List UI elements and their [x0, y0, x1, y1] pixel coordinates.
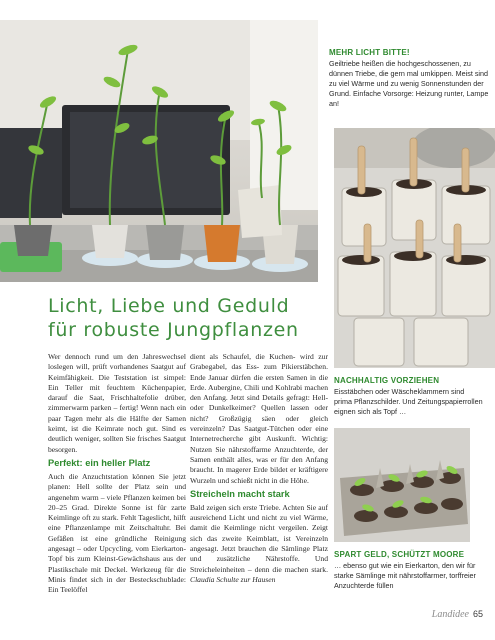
headline-line-1: Licht, Liebe und Geduld	[48, 295, 290, 317]
egg-carton-photo	[334, 428, 470, 542]
article-paragraph: dient als Schaufel, die Kuchen- wird zur Grabegabel, das Ess- zum Pikierstäbchen. Ende Januar dürfen die ersten Samen in die Erde. Aubergine, Chili und Kohlrabi machen den Anfang. Jetzt sind Details gefragt: Hell- oder Dunkelkeimer? Quellen lassen oder nicht? Großzügig säen oder gleich vereinzeln? Das Saatgut-Tütchen oder eine Internetrecherche gibt Auskunft. Wichtig: Nutzen Sie nährstoffarme Anzuchterde, der Samen enthält alles, was er für den Anfang braucht. In magerer Erde bildet er kräftigere Wurzeln und schießt nicht in die Höhe.	[190, 352, 328, 485]
author-byline: Claudia Schulte zur Hausen	[190, 574, 276, 584]
article-paragraph: Wer dennoch rund um den Jahreswechsel loslegen will, prüft vorhandenes Saatgut auf Keimfähigkeit. Die Teststation ist simpel: Ein Teller mit feuchtem Küchenpapier, darauf die Saat, Frischhaltefolie drüber, zimmerwarm parken – fertig! Wenn nach ein paar Tagen mehr als die Hälfte der Samen keimt, ist die Keimrate noch gut. Sind es deutlich weniger, sollten Sie frisches Saatgut besorgen.	[48, 352, 186, 454]
article-subhead: Perfekt: ein heller Platz	[48, 457, 151, 468]
egg-carton-illustration	[334, 428, 470, 542]
sidebar-sustainable-tip	[334, 375, 484, 417]
article-column-1	[48, 352, 186, 596]
magazine-name: Landidee	[431, 609, 469, 620]
article-headline	[48, 294, 338, 342]
article-paragraph-text: Bald zeigen sich erste Triebe. Achten Sie auf ausreichend Licht und nicht zu viel Wärme, damit die Keimlinge nicht vergeilen. Zeigt sich das zweite Keimblatt, ist Vereinzeln angesagt. Jetzt brauchen die Sämlinge Platz und zusätzliche Nährstoffe. Und Streicheleinheiten – denn die machen stark.	[190, 502, 328, 574]
newspaper-pots-illustration	[334, 128, 495, 368]
article-column-2	[190, 352, 328, 585]
sidebar-sustainable-text: Eisstäbchen oder Wäscheklammern sind prima Pflanzschilder. Und Zeitungspapierrollen eignen sich als Topf …	[334, 387, 483, 416]
article-subhead: Streicheln macht stark	[190, 488, 290, 499]
sidebar-moor-tip	[334, 549, 490, 591]
sidebar-light-text: Geiltriebe heißen die hochgeschossenen, zu dünnen Triebe, die gern mal umkippen. Meist sind zu viel Wärme und zu wenig Sonnenstunden der Grund. Einfache Vorsorge: Heizung runter, Lampe an!	[329, 59, 489, 108]
article-paragraph	[190, 503, 328, 585]
newspaper-pots-photo	[334, 128, 495, 368]
sidebar-light-tip	[329, 47, 489, 109]
page-footer	[432, 609, 483, 620]
sidebar-moor-title: SPART GELD, SCHÜTZT MOORE	[334, 550, 465, 559]
article-paragraph: Auch die Anzuchtstation können Sie jetzt planen: Hell sollte der Platz sein und angenehm warm – viele Pflanzen keimen bei 20–25 Grad. Direkte Sonne ist für zarte Keimlinge oft zu stark. Fehlt Tageslicht, hilft eine Pflanzenlampe mit Zeitschaltuhr. Bei Gefäßen ist eine gründliche Reinigung angesagt – oder Upcycling, vom Eierkarton-Topf bis zum Kleinst-Gewächshaus aus der Plastikschale mit Deckel. Werkzeug für die Minis findet sich in der Besteckschublade: Ein Teelöffel	[48, 471, 186, 595]
seedlings-illustration	[0, 20, 318, 282]
sidebar-light-title: MEHR LICHT BITTE!	[329, 48, 410, 57]
sidebar-sustainable-title: NACHHALTIG VORZIEHEN	[334, 376, 440, 385]
seedlings-photo	[0, 20, 318, 282]
page-number: 65	[472, 609, 483, 619]
sidebar-moor-text: … ebenso gut wie ein Eierkarton, den wir für starke Sämlinge mit nährstoffarmer, torffreier Anzuchterde füllen	[334, 561, 476, 590]
headline-line-2: für robuste Jungpflanzen	[48, 319, 299, 341]
